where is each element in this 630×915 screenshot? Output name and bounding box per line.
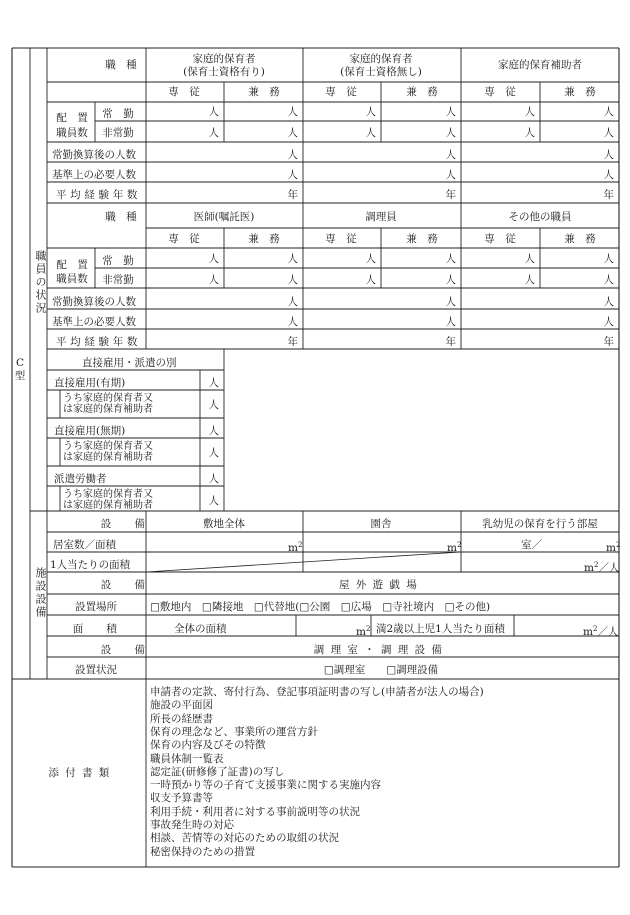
person-unit-b-0-4: 人 (524, 253, 535, 265)
per-child-unit-text: m (584, 562, 594, 574)
fulltime-b1: 専 従 (168, 233, 200, 245)
fulltime-a2: 専 従 (325, 86, 357, 98)
building-area-unit-text: m (447, 542, 457, 554)
attachment-item: 利用手続・利用者に対する事前説明等の状況 (150, 805, 360, 818)
person-unit-sum-b-0-2: 人 (603, 296, 614, 308)
total-area-unit (356, 623, 370, 638)
header-site: 敷地全体 (203, 518, 245, 530)
room-area-unit (606, 539, 620, 554)
person-unit-a-0-2: 人 (365, 106, 376, 118)
grid-line (146, 552, 461, 572)
dispatch-label: 派遣労働者 (54, 473, 107, 485)
per-2yr-unit (583, 623, 618, 638)
outdoor-title: 屋外遊戯場 (339, 579, 423, 591)
person-unit-b-1-0: 人 (208, 274, 219, 286)
header-doctor: 医師(嘱託医) (193, 211, 255, 223)
site-area-unit (288, 539, 302, 554)
person-unit-b-1-3: 人 (445, 274, 456, 286)
direct-open-label: 直接雇用(無期) (54, 425, 126, 437)
person-unit-b-0-3: 人 (445, 253, 456, 265)
site-area-unit-text: m (288, 542, 298, 554)
building-area-unit (447, 539, 461, 554)
total-area-unit-text: m (356, 626, 366, 638)
converted-label-a: 常勤換算後の人数 (52, 149, 136, 161)
per-2yr-unit-sup: 2 (592, 625, 598, 633)
equip-label-3: 設 備 (100, 644, 152, 656)
placement-label-a2: 職員数 (56, 127, 88, 139)
regular-label-a: 常 勤 (102, 108, 134, 120)
per-child-unit-suffix: ／人 (598, 562, 620, 574)
room-count-unit: 室／ (521, 539, 542, 551)
person-unit-a-1-1: 人 (287, 127, 298, 139)
location-label: 設置場所 (75, 601, 117, 613)
header-building: 園舎 (370, 518, 392, 530)
person-unit-b-1-4: 人 (524, 274, 535, 286)
header-childcare-unlicensed-l2: (保育士資格無し) (340, 66, 422, 78)
person-unit-b-0-2: 人 (365, 253, 376, 265)
site-area-unit-sup: 2 (297, 541, 303, 549)
attachment-item: 収支予算書等 (150, 792, 213, 805)
kitchen-options: □調理室 □調理設備 (323, 664, 439, 676)
attachment-item: 相談、苦情等の対応のための取組の状況 (150, 832, 339, 845)
converted-label-b: 常勤換算後の人数 (52, 296, 136, 308)
fulltime-b2: 専 従 (325, 233, 357, 245)
person-unit-b-1-5: 人 (603, 274, 614, 286)
attachments-label: 添付書類 (48, 767, 116, 779)
person-unit-sum-a-0-2: 人 (603, 149, 614, 161)
fulltime-a1: 専 従 (168, 86, 200, 98)
person-unit-a-0-3: 人 (445, 106, 456, 118)
person-unit-sum-b-0-1: 人 (445, 296, 456, 308)
job-type-label-b: 職 種 (105, 211, 137, 223)
header-childcare-assistant: 家庭的保育補助者 (498, 59, 582, 71)
per-2yr-unit-suffix: ／人 (597, 626, 619, 638)
header-cook: 調理員 (365, 211, 397, 223)
header-other-staff: その他の職員 (508, 211, 572, 223)
person-unit-b-0-5: 人 (603, 253, 614, 265)
concurrent-a1: 兼 務 (248, 86, 280, 98)
person-unit-b-1-2: 人 (365, 274, 376, 286)
person-unit-sum-b-0-0: 人 (287, 296, 298, 308)
per-child-unit (584, 559, 619, 574)
building-area-unit-sup: 2 (456, 541, 462, 549)
person-unit-b-1-1: 人 (287, 274, 298, 286)
per-2yr-label: 満2歳以上児1人当たり面積 (376, 623, 505, 635)
attachment-item: 所長の経歴書 (150, 712, 213, 725)
equip-label-2: 設 備 (100, 579, 152, 591)
per-child-area-label: 1人当たりの面積 (50, 559, 131, 571)
header-room: 乳幼児の保育を行う部屋 (482, 518, 598, 530)
job-type-label-a: 職 種 (105, 59, 137, 71)
placement-label-b1: 配 置 (56, 259, 88, 271)
employment-unit-0: 人 (208, 377, 219, 389)
attachment-item: 秘密保持のための措置 (150, 845, 255, 858)
concurrent-b1: 兼 務 (248, 233, 280, 245)
room-count-area-label: 居室数／面積 (53, 539, 116, 551)
attachment-item: 事故発生時の対応 (150, 819, 234, 831)
person-unit-a-1-2: 人 (365, 127, 376, 139)
year-unit-a-1: 年 (445, 189, 456, 201)
avg-exp-label-b: 平均経験年数 (56, 336, 142, 348)
person-unit-sum-a-1-0: 人 (287, 169, 298, 181)
year-unit-b-1: 年 (445, 336, 456, 348)
room-area-unit-sup: 2 (615, 541, 621, 549)
direct-fixed-sub-l2: は家庭的保育補助者 (63, 404, 153, 415)
year-unit-a-0: 年 (287, 189, 298, 201)
placement-label-b2: 職員数 (56, 273, 88, 285)
concurrent-a3: 兼 務 (564, 86, 596, 98)
person-unit-a-0-1: 人 (287, 106, 298, 118)
placement-label-a1: 配 置 (56, 112, 88, 124)
person-unit-a-1-4: 人 (524, 127, 535, 139)
kitchen-title: 調理室・調理設備 (313, 644, 449, 656)
direct-open-sub-l2: は家庭的保育補助者 (63, 452, 153, 463)
person-unit-sum-b-1-0: 人 (287, 316, 298, 328)
type-label: C型 (14, 357, 26, 382)
employment-unit-4: 人 (208, 473, 219, 485)
attachment-item: 施設の平面図 (150, 699, 213, 712)
nonregular-label-a: 非常勤 (102, 127, 134, 139)
person-unit-a-1-0: 人 (208, 127, 219, 139)
employment-unit-1: 人 (208, 399, 219, 411)
year-unit-a-2: 年 (603, 189, 614, 201)
regular-label-b: 常 勤 (102, 255, 134, 267)
direct-open-sub-l1: うち家庭的保育者又 (63, 441, 153, 452)
attachment-item: 一時預かり等の子育て支援事業に関する実施内容 (150, 779, 381, 792)
header-childcare-licensed-l2: (保育士資格有り) (183, 66, 265, 78)
dispatch-sub-l2: は家庭的保育補助者 (63, 500, 153, 511)
concurrent-a2: 兼 務 (406, 86, 438, 98)
person-unit-sum-a-1-1: 人 (445, 169, 456, 181)
year-unit-b-0: 年 (287, 336, 298, 348)
concurrent-b2: 兼 務 (406, 233, 438, 245)
nonregular-label-b: 非常勤 (102, 274, 134, 286)
person-unit-sum-a-0-1: 人 (445, 149, 456, 161)
person-unit-a-0-5: 人 (603, 106, 614, 118)
employment-unit-3: 人 (208, 447, 219, 459)
attachment-item: 申請者の定款、寄付行為、登記事項証明書の写し(申請者が法人の場合) (150, 686, 484, 698)
attachment-item: 保育の内容及びその特徴 (150, 739, 266, 752)
person-unit-a-1-5: 人 (603, 127, 614, 139)
facility-section-label: 施設設備 (34, 567, 47, 619)
person-unit-a-1-3: 人 (445, 127, 456, 139)
employment-title: 直接雇用・派遣の別 (82, 357, 177, 369)
year-unit-b-2: 年 (603, 336, 614, 348)
install-status-label: 設置状況 (75, 664, 117, 676)
fulltime-a3: 専 従 (484, 86, 516, 98)
staff-section-label: 職員の状況 (34, 250, 47, 315)
equip-label-1: 設 備 (100, 518, 152, 530)
person-unit-sum-a-0-0: 人 (287, 149, 298, 161)
per-2yr-unit-text: m (583, 626, 593, 638)
employment-unit-5: 人 (208, 495, 219, 507)
person-unit-b-0-1: 人 (287, 253, 298, 265)
per-child-unit-sup: 2 (593, 561, 599, 569)
dispatch-sub-l1: うち家庭的保育者又 (63, 489, 153, 500)
fulltime-b3: 専 従 (484, 233, 516, 245)
direct-fixed-sub-l1: うち家庭的保育者又 (63, 393, 153, 404)
required-label-b: 基準上の必要人数 (52, 316, 136, 328)
person-unit-sum-b-1-2: 人 (603, 316, 614, 328)
header-childcare-licensed-l1: 家庭的保育者 (192, 53, 256, 65)
total-area-unit-sup: 2 (365, 625, 371, 633)
employment-unit-2: 人 (208, 425, 219, 437)
person-unit-b-0-0: 人 (208, 253, 219, 265)
location-options: □敷地内 □隣接地 □代替地(□公園 □広場 □寺社境内 □その他) (150, 601, 491, 613)
header-childcare-unlicensed-l1: 家庭的保育者 (349, 53, 413, 65)
concurrent-b3: 兼 務 (564, 233, 596, 245)
direct-fixed-label: 直接雇用(有期) (54, 377, 126, 389)
attachment-item: 保育の理念など、事業所の運営方針 (150, 725, 318, 738)
room-area-unit-text: m (606, 542, 616, 554)
avg-exp-label-a: 平均経験年数 (56, 189, 142, 201)
attachment-item: 職員体制一覧表 (150, 752, 224, 765)
person-unit-a-0-0: 人 (208, 106, 219, 118)
person-unit-a-0-4: 人 (524, 106, 535, 118)
area-label: 面 積 (72, 623, 124, 635)
required-label-a: 基準上の必要人数 (52, 169, 136, 181)
person-unit-sum-b-1-1: 人 (445, 316, 456, 328)
attachment-item: 認定証(研修修了証書)の写し (150, 765, 285, 778)
total-area-label: 全体の面積 (174, 623, 227, 635)
person-unit-sum-a-1-2: 人 (603, 169, 614, 181)
